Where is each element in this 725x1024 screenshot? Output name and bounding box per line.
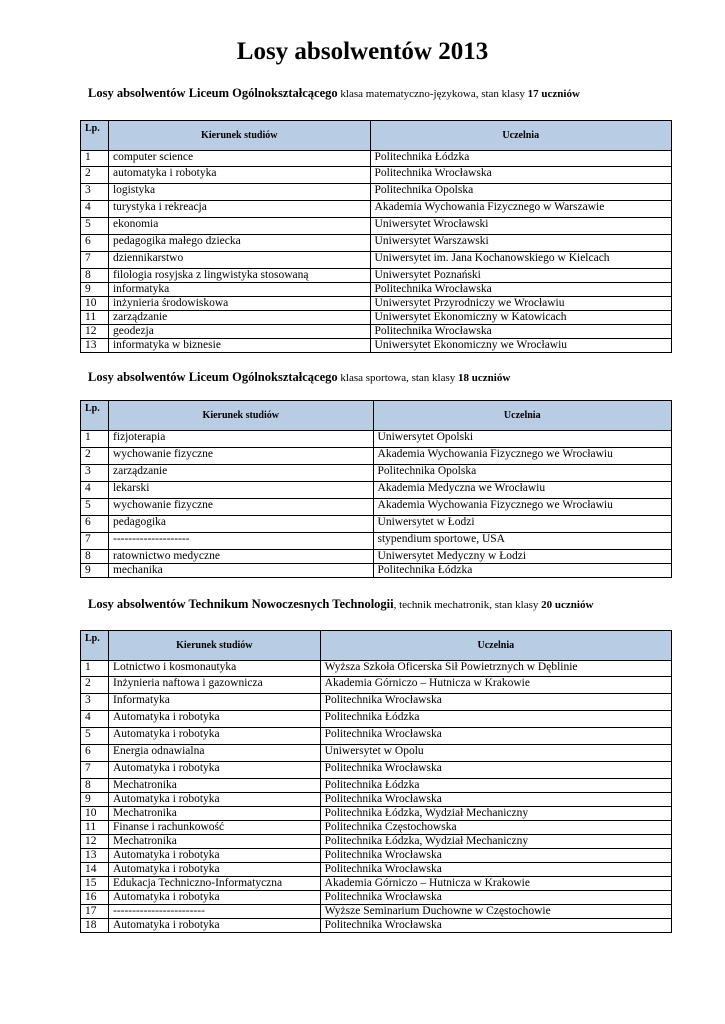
- row-lp: 5: [81, 728, 109, 745]
- row-kierunek: Mechatronika: [108, 807, 320, 821]
- table-row: [81, 661, 672, 677]
- table-row: [81, 499, 672, 516]
- row-kierunek: Automatyka i robotyka: [108, 919, 320, 933]
- row-lp: 6: [81, 516, 109, 533]
- row-kierunek: filologia rosyjska z lingwistyka stosowaną: [108, 269, 370, 283]
- table-row: [81, 793, 672, 807]
- row-lp: 1: [81, 151, 109, 167]
- row-uczelnia: Politechnika Wrocławska: [320, 793, 671, 807]
- row-uczelnia: Politechnika Opolska: [370, 184, 671, 201]
- row-kierunek: ekonomia: [108, 218, 370, 235]
- section-1-heading: [88, 86, 580, 101]
- table-row: [81, 550, 672, 564]
- row-kierunek: Automatyka i robotyka: [108, 849, 320, 863]
- table-row: [81, 807, 672, 821]
- row-uczelnia: Politechnika Wrocławska: [370, 167, 671, 184]
- row-kierunek: ------------------------: [108, 905, 320, 919]
- row-uczelnia: Politechnika Wrocławska: [370, 283, 671, 297]
- table-row: [81, 677, 672, 694]
- table-row: [81, 184, 672, 201]
- page-title: Losy absolwentów 2013: [236, 38, 489, 65]
- row-uczelnia: Politechnika Wrocławska: [370, 325, 671, 339]
- row-lp: 4: [81, 711, 109, 728]
- row-uczelnia: Politechnika Łódzka: [320, 779, 671, 793]
- table-row: [81, 711, 672, 728]
- row-uczelnia: Uniwersytet im. Jana Kochanowskiego w Kielcach: [370, 252, 671, 269]
- row-kierunek: Automatyka i robotyka: [108, 762, 320, 779]
- row-uczelnia: Politechnika Wrocławska: [320, 728, 671, 745]
- row-kierunek: pedagogika: [108, 516, 373, 533]
- row-lp: 7: [81, 533, 109, 550]
- row-uczelnia: Politechnika Łódzka, Wydział Mechaniczny: [320, 807, 671, 821]
- section-3-table: [80, 630, 672, 933]
- row-uczelnia: Akademia Górniczo – Hutnicza w Krakowie: [320, 877, 671, 891]
- row-lp: 3: [81, 465, 109, 482]
- table-row: [81, 905, 672, 919]
- row-lp: 4: [81, 201, 109, 218]
- row-kierunek: zarządzanie: [108, 311, 370, 325]
- row-kierunek: pedagogika małego dziecka: [108, 235, 370, 252]
- row-kierunek: Mechatronika: [108, 779, 320, 793]
- kierunek-header: Kierunek studiów: [108, 401, 373, 431]
- row-uczelnia: Uniwersytet Ekonomiczny we Wrocławiu: [370, 339, 671, 353]
- row-kierunek: dziennikarstwo: [108, 252, 370, 269]
- row-kierunek: Finanse i rachunkowość: [108, 821, 320, 835]
- row-lp: 17: [81, 905, 109, 919]
- row-lp: 4: [81, 482, 109, 499]
- section-1-heading-bold: Losy absolwentów Liceum Ogólnokształcącego: [88, 86, 338, 100]
- row-kierunek: computer science: [108, 151, 370, 167]
- table-row: [81, 821, 672, 835]
- table-row: [81, 694, 672, 711]
- table-row: [81, 339, 672, 353]
- row-kierunek: Automatyka i robotyka: [108, 793, 320, 807]
- row-lp: 11: [81, 821, 109, 835]
- row-lp: 2: [81, 448, 109, 465]
- row-lp: 9: [81, 564, 109, 578]
- row-uczelnia: Uniwersytet Poznański: [370, 269, 671, 283]
- row-kierunek: informatyka: [108, 283, 370, 297]
- row-lp: 14: [81, 863, 109, 877]
- row-uczelnia: Uniwersytet Przyrodniczy we Wrocławiu: [370, 297, 671, 311]
- row-uczelnia: Uniwersytet Medyczny w Łodzi: [373, 550, 671, 564]
- row-lp: 12: [81, 325, 109, 339]
- table-row: [81, 311, 672, 325]
- row-lp: 15: [81, 877, 109, 891]
- row-kierunek: Lotnictwo i kosmonautyka: [108, 661, 320, 677]
- row-lp: 7: [81, 762, 109, 779]
- table-row: [81, 269, 672, 283]
- section-2-heading-desc: klasa sportowa, stan klasy: [337, 372, 459, 384]
- row-uczelnia: Politechnika Opolska: [373, 465, 671, 482]
- row-uczelnia: Politechnika Wrocławska: [320, 849, 671, 863]
- table-row: [81, 252, 672, 269]
- row-uczelnia: Akademia Wychowania Fizycznego we Wrocławiu: [373, 448, 671, 465]
- row-kierunek: turystyka i rekreacja: [108, 201, 370, 218]
- row-kierunek: Informatyka: [108, 694, 320, 711]
- row-lp: 1: [81, 431, 109, 448]
- row-lp: 11: [81, 311, 109, 325]
- row-lp: 10: [81, 807, 109, 821]
- row-uczelnia: Uniwersytet w Łodzi: [373, 516, 671, 533]
- lp-header: Lp.: [81, 631, 109, 661]
- table-row: [81, 762, 672, 779]
- uczelnia-header: Uczelnia: [320, 631, 671, 661]
- row-lp: 12: [81, 835, 109, 849]
- row-kierunek: wychowanie fizyczne: [108, 448, 373, 465]
- row-kierunek: informatyka w biznesie: [108, 339, 370, 353]
- table-row: [81, 482, 672, 499]
- section-1-table: [80, 120, 672, 353]
- table-row: [81, 745, 672, 762]
- row-lp: 2: [81, 167, 109, 184]
- row-uczelnia: Wyższe Seminarium Duchowne w Częstochowie: [320, 905, 671, 919]
- row-uczelnia: Politechnika Wrocławska: [320, 762, 671, 779]
- section-3-heading: [88, 597, 593, 612]
- row-uczelnia: Politechnika Wrocławska: [320, 694, 671, 711]
- row-uczelnia: Politechnika Łódzka: [373, 564, 671, 578]
- row-kierunek: Automatyka i robotyka: [108, 891, 320, 905]
- row-kierunek: lekarski: [108, 482, 373, 499]
- row-lp: 5: [81, 218, 109, 235]
- section-2-heading: [88, 370, 510, 385]
- row-uczelnia: Uniwersytet Ekonomiczny w Katowicach: [370, 311, 671, 325]
- table-row: [81, 283, 672, 297]
- row-kierunek: fizjoterapia: [108, 431, 373, 448]
- row-uczelnia: Uniwersytet Wrocławski: [370, 218, 671, 235]
- table-row: [81, 167, 672, 184]
- row-kierunek: zarządzanie: [108, 465, 373, 482]
- row-lp: 13: [81, 339, 109, 353]
- section-3-class-size: 20 uczniów: [541, 599, 594, 611]
- row-kierunek: --------------------: [108, 533, 373, 550]
- table-row: [81, 849, 672, 863]
- table-row: [81, 218, 672, 235]
- uczelnia-header: Uczelnia: [373, 401, 671, 431]
- table-row: [81, 297, 672, 311]
- row-lp: 2: [81, 677, 109, 694]
- kierunek-header: Kierunek studiów: [108, 631, 320, 661]
- table-row: [81, 448, 672, 465]
- row-lp: 1: [81, 661, 109, 677]
- lp-header: Lp.: [81, 401, 109, 431]
- row-lp: 10: [81, 297, 109, 311]
- row-kierunek: Automatyka i robotyka: [108, 711, 320, 728]
- table-row: [81, 564, 672, 578]
- row-kierunek: Automatyka i robotyka: [108, 863, 320, 877]
- row-lp: 6: [81, 745, 109, 762]
- section-1-class-size: 17 uczniów: [527, 88, 580, 100]
- row-lp: 6: [81, 235, 109, 252]
- row-kierunek: mechanika: [108, 564, 373, 578]
- row-lp: 3: [81, 694, 109, 711]
- lp-header: Lp.: [81, 121, 109, 151]
- row-lp: 3: [81, 184, 109, 201]
- row-lp: 13: [81, 849, 109, 863]
- row-uczelnia: stypendium sportowe, USA: [373, 533, 671, 550]
- row-uczelnia: Akademia Wychowania Fizycznego we Wrocławiu: [373, 499, 671, 516]
- row-kierunek: Mechatronika: [108, 835, 320, 849]
- table-row: [81, 151, 672, 167]
- row-kierunek: Energia odnawialna: [108, 745, 320, 762]
- row-uczelnia: Uniwersytet Warszawski: [370, 235, 671, 252]
- table-row: [81, 891, 672, 905]
- table-row: [81, 325, 672, 339]
- table-row: [81, 863, 672, 877]
- row-uczelnia: Politechnika Łódzka: [320, 711, 671, 728]
- table-row: [81, 877, 672, 891]
- row-kierunek: inżynieria środowiskowa: [108, 297, 370, 311]
- row-kierunek: Inżynieria naftowa i gazownicza: [108, 677, 320, 694]
- table-row: [81, 728, 672, 745]
- table-row: [81, 779, 672, 793]
- row-uczelnia: Akademia Medyczna we Wrocławiu: [373, 482, 671, 499]
- row-kierunek: geodezja: [108, 325, 370, 339]
- row-kierunek: Automatyka i robotyka: [108, 728, 320, 745]
- row-uczelnia: Politechnika Wrocławska: [320, 863, 671, 877]
- row-uczelnia: Politechnika Częstochowska: [320, 821, 671, 835]
- section-2-class-size: 18 uczniów: [458, 372, 511, 384]
- row-lp: 18: [81, 919, 109, 933]
- table-row: [81, 201, 672, 218]
- kierunek-header: Kierunek studiów: [108, 121, 370, 151]
- row-lp: 16: [81, 891, 109, 905]
- row-lp: 8: [81, 269, 109, 283]
- table-row: [81, 235, 672, 252]
- section-1-heading-desc: klasa matematyczno-językowa, stan klasy: [337, 88, 528, 100]
- row-uczelnia: Politechnika Wrocławska: [320, 919, 671, 933]
- row-uczelnia: Politechnika Łódzka, Wydział Mechaniczny: [320, 835, 671, 849]
- row-uczelnia: Wyższa Szkoła Oficerska Sił Powietrznych w Dęblinie: [320, 661, 671, 677]
- row-kierunek: ratownictwo medyczne: [108, 550, 373, 564]
- table-row: [81, 465, 672, 482]
- section-3-heading-desc: , technik mechatronik, stan klasy: [393, 599, 542, 611]
- row-kierunek: wychowanie fizyczne: [108, 499, 373, 516]
- row-kierunek: automatyka i robotyka: [108, 167, 370, 184]
- table-row: [81, 919, 672, 933]
- row-uczelnia: Akademia Wychowania Fizycznego w Warszawie: [370, 201, 671, 218]
- row-kierunek: Edukacja Techniczno-Informatyczna: [108, 877, 320, 891]
- row-lp: 9: [81, 283, 109, 297]
- row-uczelnia: Uniwersytet Opolski: [373, 431, 671, 448]
- table-row: [81, 533, 672, 550]
- row-uczelnia: Uniwersytet w Opolu: [320, 745, 671, 762]
- row-lp: 7: [81, 252, 109, 269]
- table-row: [81, 431, 672, 448]
- row-lp: 9: [81, 793, 109, 807]
- row-uczelnia: Akademia Górniczo – Hutnicza w Krakowie: [320, 677, 671, 694]
- table-row: [81, 516, 672, 533]
- section-2-heading-bold: Losy absolwentów Liceum Ogólnokształcącego: [88, 370, 338, 384]
- row-lp: 8: [81, 550, 109, 564]
- row-kierunek: logistyka: [108, 184, 370, 201]
- row-uczelnia: Politechnika Łódzka: [370, 151, 671, 167]
- row-lp: 8: [81, 779, 109, 793]
- uczelnia-header: Uczelnia: [370, 121, 671, 151]
- section-2-table: [80, 400, 672, 578]
- row-lp: 5: [81, 499, 109, 516]
- row-uczelnia: Politechnika Wrocławska: [320, 891, 671, 905]
- section-3-heading-bold: Losy absolwentów Technikum Nowoczesnych Technologii: [88, 597, 394, 611]
- table-row: [81, 835, 672, 849]
